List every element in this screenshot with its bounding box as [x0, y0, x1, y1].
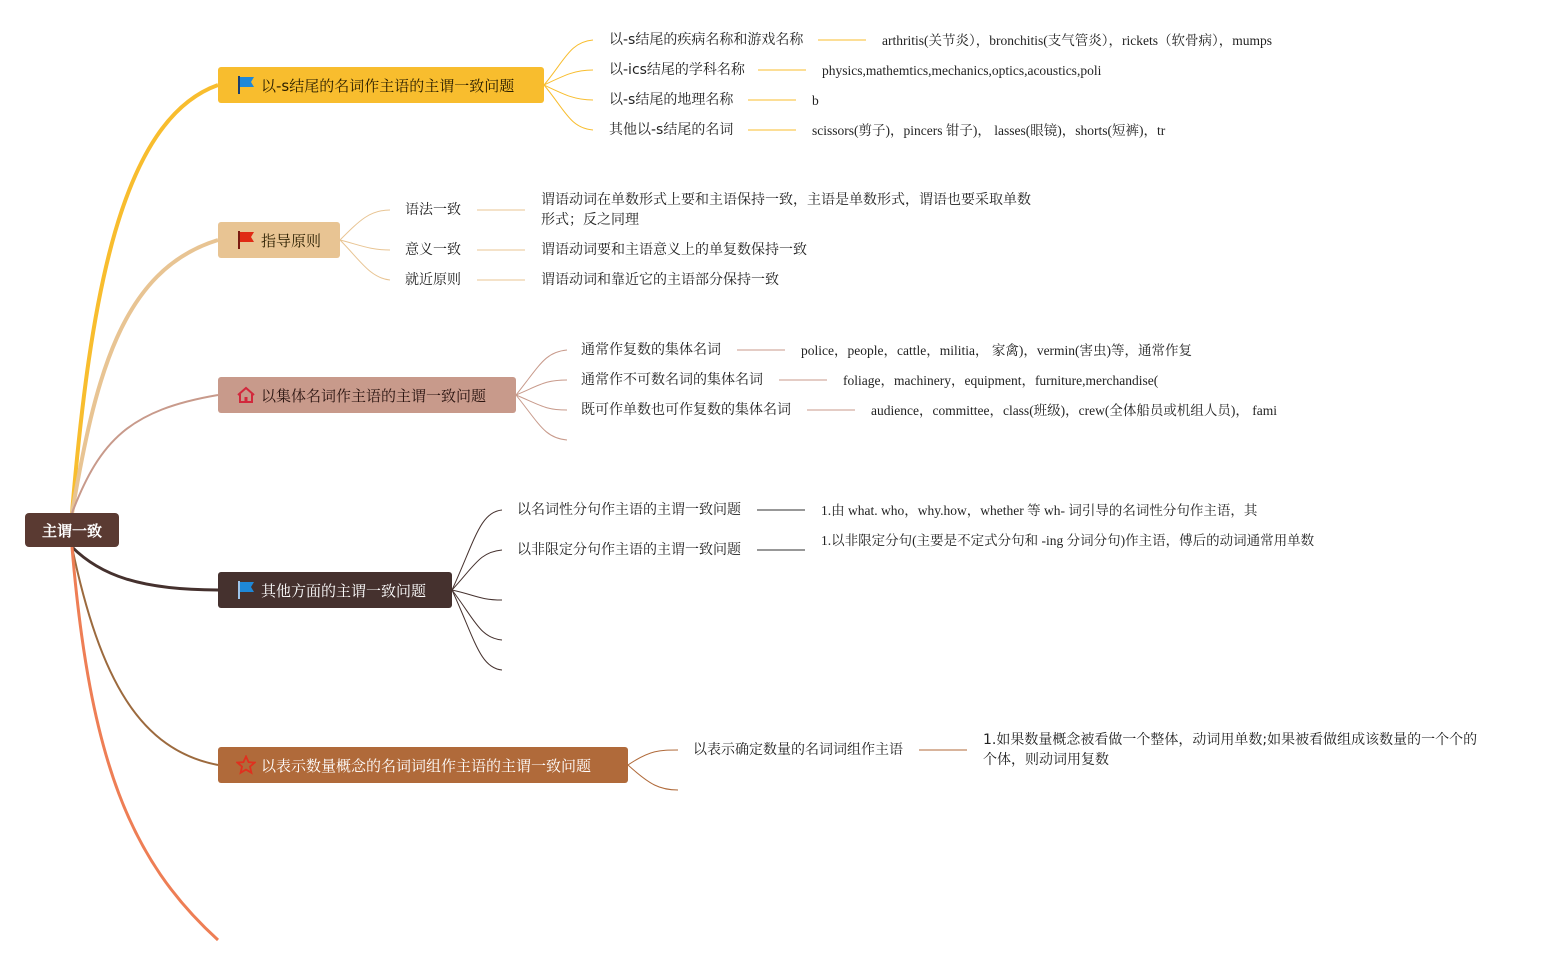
subtopic-label[interactable]: 以-ics结尾的学科名称	[609, 62, 745, 78]
detail-text[interactable]: 1.由 what. who，why.how，whether 等 wh- 词引导的名词性分句作主语，其	[821, 503, 1258, 518]
branch-collective-nouns[interactable]	[218, 377, 516, 413]
branch-s-ending-nouns[interactable]	[218, 67, 544, 103]
home-icon	[236, 385, 256, 405]
detail-text[interactable]: arthritis(关节炎），bronchitis(支气管炎），rickets（软骨病），mumps	[882, 33, 1272, 48]
subtopic-label[interactable]: 通常作复数的集体名词	[581, 342, 721, 358]
detail-text[interactable]: scissors(剪子)，pincers 钳子)， lasses(眼镜)，shorts(短裤)，tr	[812, 123, 1166, 138]
detail-text[interactable]: 谓语动词和靠近它的主语部分保持一致	[541, 272, 779, 288]
subtopic-label[interactable]: 既可作单数也可作复数的集体名词	[581, 402, 791, 418]
subtopic-label[interactable]: 以-s结尾的地理名称	[609, 92, 734, 108]
subtopic-label[interactable]: 以非限定分句作主语的主谓一致问题	[517, 542, 741, 558]
red-flag-icon	[236, 230, 256, 250]
detail-text[interactable]: foliage，machinery，equipment，furniture,merchandise(	[843, 373, 1159, 388]
branch-other-aspects[interactable]	[218, 572, 452, 608]
detail-text[interactable]: 1.以非限定分句(主要是不定式分句和 -ing 分词分句)作主语，傅后的动词通常用单数	[821, 533, 1315, 548]
subtopic-label[interactable]: 语法一致	[405, 202, 461, 218]
subtopic-label[interactable]: 以-s结尾的疾病名称和游戏名称	[609, 32, 804, 48]
blue-flag-icon	[236, 75, 256, 95]
branch-quantity-noun-phrases[interactable]	[218, 747, 628, 783]
branch-label: 以-s结尾的名词作主语的主谓一致问题	[261, 76, 515, 95]
blue-flag-icon	[236, 580, 256, 600]
detail-text[interactable]: audience，committee，class(班级)，crew(全体船员或机组人员)， fami	[871, 403, 1278, 418]
branch-label: 其他方面的主谓一致问题	[261, 581, 427, 600]
branch-guiding-principles[interactable]	[218, 222, 340, 258]
detail-text[interactable]: physics,mathemtics,mechanics,optics,acoustics,poli	[822, 63, 1102, 78]
star-icon	[236, 755, 256, 775]
subtopic-label[interactable]: 其他以-s结尾的名词	[609, 122, 734, 138]
subtopic-label[interactable]: 通常作不可数名词的集体名词	[581, 372, 763, 388]
branch-label: 以表示数量概念的名词词组作主语的主谓一致问题	[261, 756, 592, 775]
subtopic-label[interactable]: 就近原则	[405, 272, 461, 288]
detail-text[interactable]: b	[812, 93, 819, 108]
detail-text[interactable]: police，people，cattle，militia， 家禽)，vermin(害虫)等，通常作复	[801, 343, 1193, 358]
root-topic[interactable]: 主谓一致	[25, 513, 119, 547]
detail-text[interactable]: 1.如果数量概念被看做一个整体，动词用单数;如果被看做组成该数量的一个个的个体，则动词用复数	[983, 732, 1478, 768]
subtopic-label[interactable]: 以表示确定数量的名词词组作主语	[693, 742, 903, 758]
detail-text[interactable]: 谓语动词要和主语意义上的单复数保持一致	[541, 242, 807, 258]
branch-label: 以集体名词作主语的主谓一致问题	[261, 386, 487, 405]
subtopic-label[interactable]: 以名词性分句作主语的主谓一致问题	[517, 502, 741, 518]
detail-text[interactable]: 谓语动词在单数形式上要和主语保持一致，主语是单数形式，谓语也要采取单数形式；反之同理	[541, 192, 1031, 228]
branch-label: 指导原则	[261, 231, 322, 250]
subtopic-label[interactable]: 意义一致	[405, 242, 461, 258]
